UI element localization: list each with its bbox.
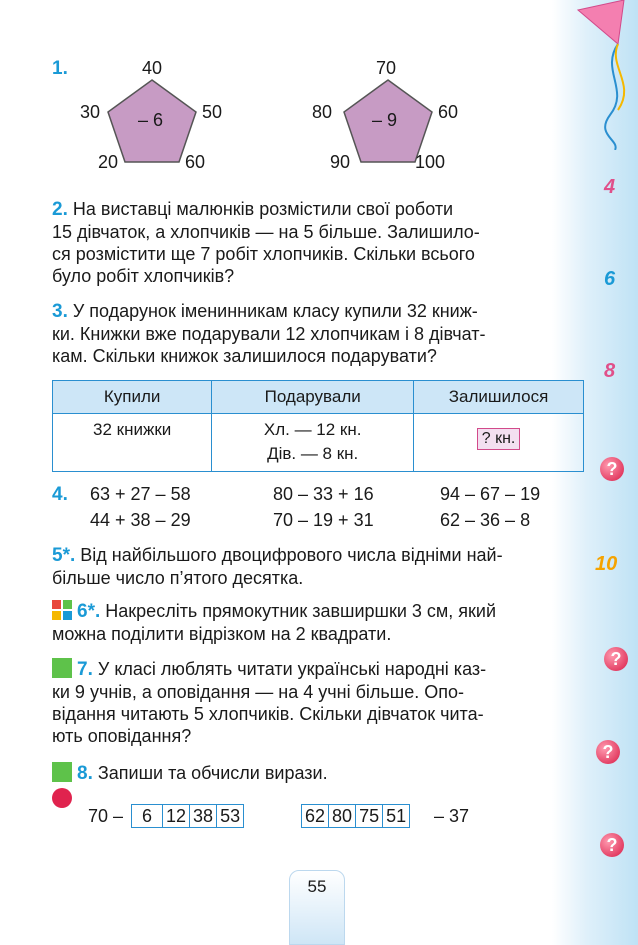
table-header: Залишилося [414, 381, 584, 414]
exercise-5-number: 5*. [52, 545, 76, 566]
exercise-2-line: було робіт хлопчиків? [52, 266, 235, 286]
exercise-7-line: ють оповідання? [52, 726, 192, 746]
number-box: 80 [329, 805, 356, 827]
unknown-answer-box: ? кн. [477, 428, 521, 450]
pentagon-1-top: 40 [142, 58, 163, 78]
data-table [52, 380, 584, 472]
number-boxes-2 [301, 804, 410, 828]
pentagon-2-operation: – 9 [372, 110, 398, 130]
number-box: 38 [190, 805, 217, 827]
exercise-5-line: Від найбільшого двоцифрового числа відніми най- [80, 545, 503, 565]
pentagon-2-bottom-left: 90 [330, 152, 351, 172]
exercise-6-line: Накресліть прямокутник завширшки 3 см, який [105, 601, 497, 621]
exercise-3-line: У подарунок іменинникам класу купили 32 книж- [72, 301, 478, 321]
question-badge-icon: ? [600, 833, 624, 857]
exercise-5 [52, 544, 582, 589]
exercise-2-line: На виставці малюнків розмістили свої роботи [72, 199, 454, 219]
table-cell-boys: Хл. — 12 кн. [263, 420, 362, 439]
page-number: 55 [289, 870, 345, 945]
grid-icon [52, 600, 72, 620]
exercise-7-line: ки 9 учнів, а оповідання — на 4 учні більше. Опо- [52, 682, 464, 702]
pentagon-2-left: 80 [312, 102, 333, 122]
exercise-5-line: більше число п’ятого десятка. [52, 568, 304, 588]
question-badge-icon: ? [596, 740, 620, 764]
pentagon-2-bottom-right: 100 [415, 152, 446, 172]
table-cell-bought: 32 книжки [53, 414, 212, 472]
pentagon-1-bottom-right: 60 [185, 152, 206, 172]
exercise-6-line: можна поділити відрізком на 2 квадрати. [52, 624, 392, 644]
exercise-3-line: кам. Скільки книжок залишилося подарувати? [52, 346, 437, 366]
side-number-8: 8 [604, 360, 616, 382]
pentagon-1-left: 30 [80, 102, 101, 122]
exercise-4-number: 4. [52, 484, 68, 505]
exercise-2-line: 15 дівчаток, а хлопчиків — на 5 більше. Залишило- [52, 222, 480, 242]
pentagon-2-top: 70 [376, 58, 397, 78]
number-box: 51 [386, 806, 407, 826]
table-cell-left [414, 414, 584, 472]
exercise-8-number: 8. [77, 763, 93, 784]
expression: 80 – 33 + 16 [273, 484, 374, 504]
table-cell-given [212, 414, 414, 472]
exercise-2-line: ся розмістити ще 7 робіт хлопчиків. Скільки всього [52, 244, 475, 264]
green-square-icon [52, 762, 72, 782]
exercise-6 [52, 600, 582, 645]
pentagon-1-right: 50 [202, 102, 223, 122]
exercise-6-number: 6*. [77, 601, 101, 622]
number-boxes-1 [131, 804, 244, 828]
kite-icon [560, 0, 638, 150]
expression: 70 – 19 + 31 [273, 510, 374, 530]
exercise-7 [52, 658, 582, 747]
exercise-7-line: У класі люблять читати українські народні каз- [97, 659, 487, 679]
exercise-3-number: 3. [52, 301, 68, 322]
exercise-8 [52, 762, 582, 785]
expression: 44 + 38 – 29 [90, 510, 191, 530]
question-badge-icon: ? [600, 457, 624, 481]
pentagon-1-bottom-left: 20 [98, 152, 119, 172]
number-box: 53 [220, 806, 241, 826]
number-box: 75 [356, 805, 383, 827]
table-header: Купили [53, 381, 212, 414]
number-box: 12 [163, 805, 190, 827]
number-box: 6 [132, 805, 163, 827]
exercise-7-number: 7. [77, 659, 93, 680]
pentagon-2-right: 60 [438, 102, 459, 122]
pentagon-1-operation: – 6 [138, 110, 164, 130]
expression-lhs: 70 – [88, 806, 124, 826]
exercise-3 [52, 300, 582, 367]
exercise-2-number: 2. [52, 199, 68, 220]
exercise-8-text: Запиши та обчисли вирази. [97, 763, 328, 783]
side-number-6: 6 [604, 268, 616, 290]
expression: 63 + 27 – 58 [90, 484, 191, 504]
side-number-4: 4 [604, 176, 616, 198]
exercise-7-line: відання читають 5 хлопчиків. Скільки дівчаток чита- [52, 704, 484, 724]
table-cell-girls: Дів. — 8 кн. [267, 444, 359, 463]
expression: 62 – 36 – 8 [440, 510, 531, 530]
number-box: 62 [302, 805, 329, 827]
side-number-10: 10 [595, 553, 618, 575]
question-badge-icon: ? [604, 647, 628, 671]
green-square-icon [52, 658, 72, 678]
red-dot-icon [52, 788, 72, 808]
expression: 94 – 67 – 19 [440, 484, 541, 504]
table-header: Подарували [212, 381, 414, 414]
exercise-2 [52, 198, 582, 287]
exercise-3-line: ки. Книжки вже подарували 12 хлопчикам і 8 дівчат- [52, 324, 486, 344]
exercise-1-number: 1. [52, 58, 68, 79]
expression-rhs: – 37 [434, 806, 470, 826]
